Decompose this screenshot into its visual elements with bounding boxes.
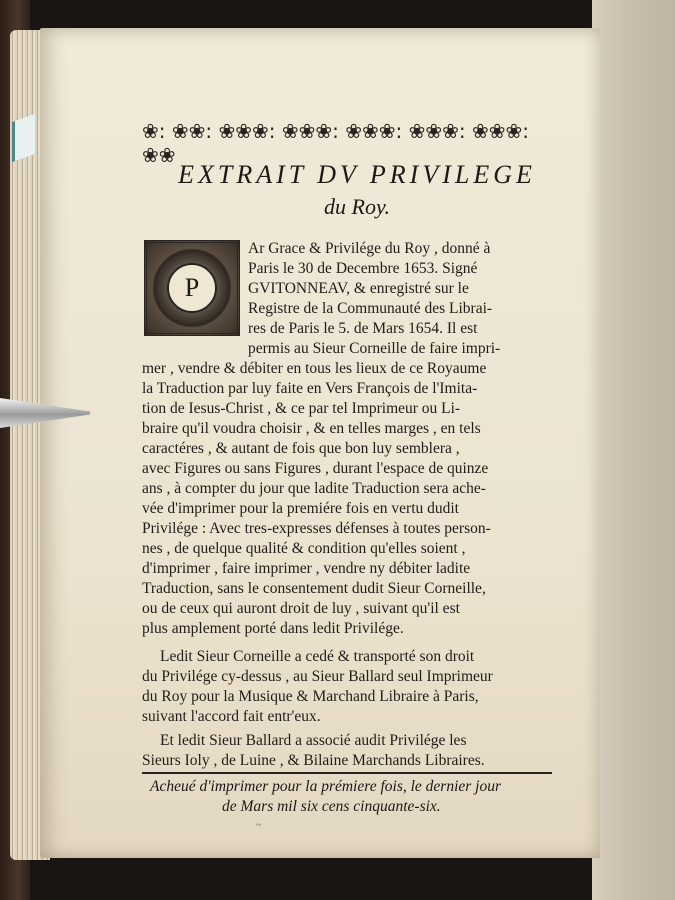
body-line: d'imprimer , faire imprimer , vendre ny débiter ladite [142,560,471,577]
para2-line: suivant l'accord fait entr'eux. [142,708,321,725]
body-line: vée d'imprimer pour la premiére fois en vertu dudit [142,500,459,517]
body-line: res de Paris le 5. de Mars 1654. Il est [248,320,478,337]
page-title: EXTRAIT DV PRIVILEGE [178,160,536,189]
page-subtitle: du Roy. [324,194,390,219]
para3-line: Et ledit Sieur Ballard a associé audit Privilége les [160,732,467,749]
separator-rule [142,772,552,774]
para2-line: du Privilége cy-dessus , au Sieur Ballard seul Imprimeur [142,668,493,685]
body-line: plus amplement porté dans ledit Privilége. [142,620,404,637]
page-tab-flag [12,114,35,162]
body-line: mer , vendre & débiter en tous les lieux de ce Royaume [142,360,487,377]
body-line: nes , de quelque qualité & condition qu'elles soient , [142,540,466,557]
body-line: Privilége : Avec tres-expresses défenses à toutes person- [142,520,491,537]
body-line: permis au Sieur Corneille de faire impri- [248,340,501,357]
decorated-initial [144,240,240,336]
body-line: tion de Iesus-Christ , & ce par tel Imprimeur ou Li- [142,400,461,417]
colophon-line: Acheué d'imprimer pour la prémiere fois, le dernier jour [150,778,502,795]
initial-letter: P [167,263,217,313]
ornament-text: ❀: ❀❀: ❀❀❀: ❀❀❀: ❀❀❀: ❀❀❀: ❀❀❀: ❀❀ [142,119,529,167]
body-line: avec Figures ou sans Figures , durant l'espace de quinze [142,460,489,477]
para2-line: Ledit Sieur Corneille a cedé & transporté son droit [160,648,475,665]
body-line: la Traduction par luy faite en Vers François de l'Imita- [142,380,478,397]
body-line: GVITONNEAV, & enregistré sur le [248,280,469,297]
para2-line: du Roy pour la Musique & Marchand Libraire à Paris, [142,688,479,705]
signature-mark: ~ [256,820,262,831]
para3-line: Sieurs Ioly , de Luine , & Bilaine Marchands Libraires. [142,752,485,769]
body-line: caractéres , & autant de fois que bon luy semblera , [142,440,460,457]
facing-page [592,0,675,900]
body-line: ans , à compter du jour que ladite Traduction sera ache- [142,480,486,497]
body-line: Ar Grace & Privilége du Roy , donné à [248,240,491,257]
body-line: Traduction, sans le consentement dudit Sieur Corneille, [142,580,486,597]
body-line: ou de ceux qui auront droit de luy , suivant qu'il est [142,600,460,617]
body-line: Registre de la Communauté des Librai- [248,300,493,317]
body-line: braire qu'il voudra choisir , & en telles marges , en tels [142,420,481,437]
body-line: Paris le 30 de Decembre 1653. Signé [248,260,478,277]
colophon-line: de Mars mil six cens cinquante-six. [222,798,441,815]
ornament-headband [142,119,558,167]
